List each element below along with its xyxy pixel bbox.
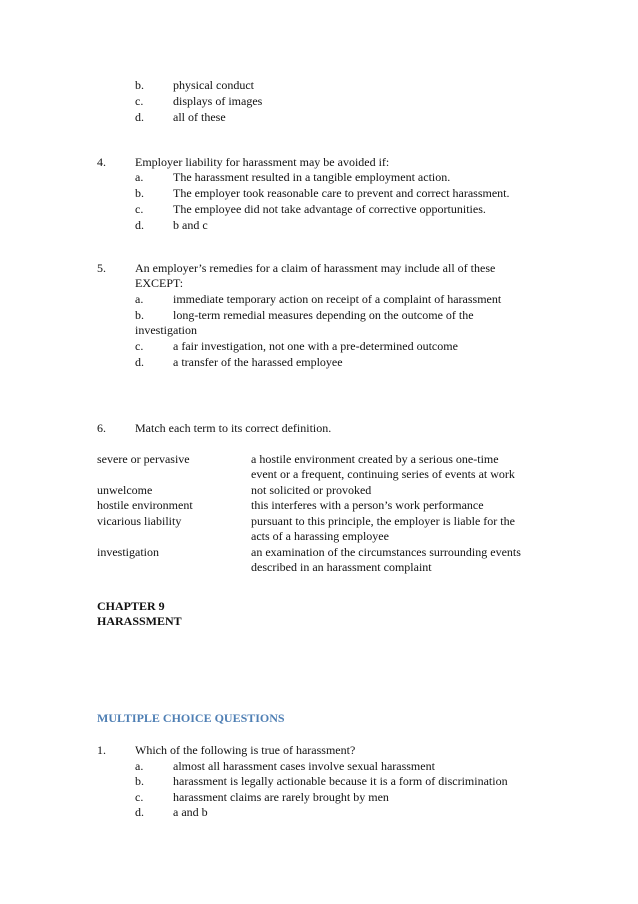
match-term: hostile environment xyxy=(97,498,193,512)
option-letter: c. xyxy=(135,94,144,108)
option-letter: c. xyxy=(135,202,144,216)
option-text: a and b xyxy=(173,805,208,819)
option-text: a fair investigation, not one with a pre-determined outcome xyxy=(173,339,458,353)
question-stem: Match each term to its correct definition. xyxy=(135,421,332,435)
option-text: harassment claims are rarely brought by men xyxy=(173,790,389,804)
option-text: harassment is legally actionable because it is a form of discrimination xyxy=(173,774,508,788)
option-text-cont: investigation xyxy=(135,323,197,337)
option-letter: a. xyxy=(135,170,144,184)
option-text: The employer took reasonable care to prevent and correct harassment. xyxy=(173,186,510,200)
option-text: The employee did not take advantage of corrective opportunities. xyxy=(173,202,486,216)
option-letter: b. xyxy=(135,78,144,92)
match-term: investigation xyxy=(97,545,159,559)
option-letter: b. xyxy=(135,186,144,200)
match-definition-cont: event or a frequent, continuing series of events at work xyxy=(251,467,515,481)
option-text: The harassment resulted in a tangible employment action. xyxy=(173,170,451,184)
match-definition: pursuant to this principle, the employer is liable for the xyxy=(251,514,515,528)
match-definition: a hostile environment created by a serious one-time xyxy=(251,452,499,466)
option-text: b and c xyxy=(173,218,208,232)
match-term: severe or pervasive xyxy=(97,452,190,466)
question-stem-cont: EXCEPT: xyxy=(135,276,184,290)
option-text: long-term remedial measures depending on the outcome of the xyxy=(173,308,474,322)
question-stem: An employer’s remedies for a claim of harassment may include all of these xyxy=(135,261,496,275)
option-letter: d. xyxy=(135,805,144,819)
question-stem: Which of the following is true of harassment? xyxy=(135,743,356,757)
question-number: 6. xyxy=(97,421,106,435)
option-letter: a. xyxy=(135,292,144,306)
match-term: unwelcome xyxy=(97,483,153,497)
match-definition: an examination of the circumstances surrounding events xyxy=(251,545,521,559)
option-letter: b. xyxy=(135,774,144,788)
question-stem: Employer liability for harassment may be avoided if: xyxy=(135,155,390,169)
match-definition-cont: described in an harassment complaint xyxy=(251,560,432,574)
option-text: a transfer of the harassed employee xyxy=(173,355,343,369)
question-number: 1. xyxy=(97,743,106,757)
chapter-title: HARASSMENT xyxy=(97,614,182,628)
match-definition: this interferes with a person’s work performance xyxy=(251,498,484,512)
option-letter: c. xyxy=(135,790,144,804)
section-heading: MULTIPLE CHOICE QUESTIONS xyxy=(97,711,285,725)
option-text: physical conduct xyxy=(173,78,254,92)
option-letter: a. xyxy=(135,759,144,773)
option-text: displays of images xyxy=(173,94,263,108)
option-letter: d. xyxy=(135,355,144,369)
option-letter: d. xyxy=(135,218,144,232)
option-text: immediate temporary action on receipt of a complaint of harassment xyxy=(173,292,502,306)
chapter-number: CHAPTER 9 xyxy=(97,599,165,613)
option-text: almost all harassment cases involve sexual harassment xyxy=(173,759,435,773)
option-letter: b. xyxy=(135,308,144,322)
question-number: 5. xyxy=(97,261,106,275)
option-text: all of these xyxy=(173,110,226,124)
match-term: vicarious liability xyxy=(97,514,182,528)
option-letter: c. xyxy=(135,339,144,353)
match-definition-cont: acts of a harassing employee xyxy=(251,529,389,543)
option-letter: d. xyxy=(135,110,144,124)
question-number: 4. xyxy=(97,155,106,169)
match-definition: not solicited or provoked xyxy=(251,483,372,497)
